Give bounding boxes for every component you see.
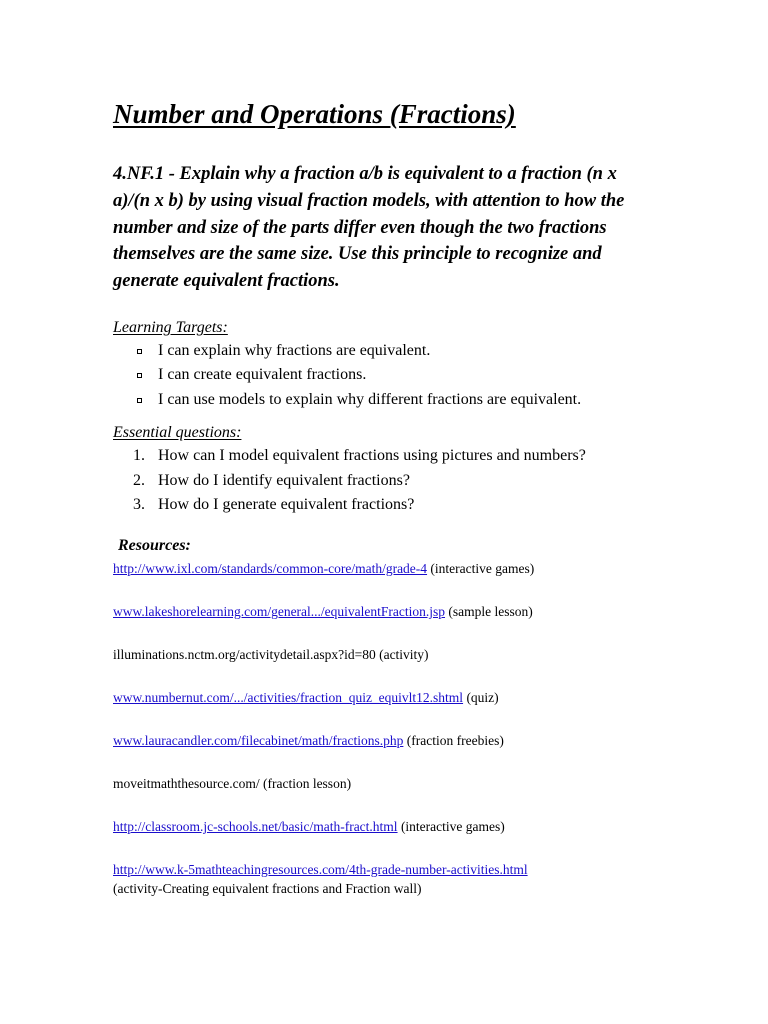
resource-link[interactable]: www.lauracandler.com/filecabinet/math/fractions.php <box>113 732 404 748</box>
resource-item: http://classroom.jc-schools.net/basic/math-fract.html (interactive games) <box>113 818 505 834</box>
resource-item: www.lakeshorelearning.com/general.../equivalentFraction.jsp (sample lesson) <box>113 603 533 619</box>
list-item: I can create equivalent fractions. <box>113 363 673 388</box>
resource-text: illuminations.nctm.org/activitydetail.aspx?id=80 <box>113 646 376 662</box>
list-item: 2. How do I identify equivalent fractions? <box>133 471 410 489</box>
essential-questions-heading: Essential questions: <box>113 424 242 442</box>
list-item: I can explain why fractions are equivalent. <box>113 339 673 364</box>
learning-targets-list <box>113 339 673 413</box>
bullet-square-icon <box>137 398 142 403</box>
resource-item: moveitmaththesource.com/ (fraction lesson) <box>113 775 352 791</box>
resource-link[interactable]: http://classroom.jc-schools.net/basic/math-fract.html <box>113 818 398 834</box>
resource-link[interactable]: http://www.k-5mathteachingresources.com/4th-grade-number-activities.html <box>113 861 528 877</box>
resource-item: www.numbernut.com/.../activities/fraction_quiz_equivlt12.shtml (quiz) <box>113 689 499 705</box>
document-page <box>113 96 673 898</box>
list-item: I can use models to explain why different fractions are equivalent. <box>113 388 673 413</box>
list-item: 3. How do I generate equivalent fractions? <box>133 496 415 514</box>
resource-item <box>113 860 673 879</box>
resource-link[interactable]: www.lakeshorelearning.com/general.../equivalentFraction.jsp <box>113 603 446 619</box>
page-title: Number and Operations (Fractions) <box>113 99 516 129</box>
bullet-square-icon <box>137 349 142 354</box>
list-item: 1. How can I model equivalent fractions using pictures and numbers? <box>133 447 586 465</box>
essential-questions-list <box>113 444 673 518</box>
resources-heading: Resources: <box>118 536 191 554</box>
learning-targets-heading: Learning Targets: <box>113 318 228 336</box>
resource-note: (activity-Creating equivalent fractions and Fraction wall) <box>113 880 422 896</box>
bullet-square-icon <box>137 373 142 378</box>
resource-item: illuminations.nctm.org/activitydetail.aspx?id=80 (activity) <box>113 646 429 662</box>
resource-text: moveitmaththesource.com/ <box>113 775 260 791</box>
standard-description: 4.NF.1 - Explain why a fraction a/b is equivalent to a fraction (n x a)/(n x b) by using visual fraction models, with attention to how the number and size of the parts differ even though the two fractions themselves are the same size. Use this principle to recognize and generate equivalent fractions. <box>113 164 625 292</box>
resource-link[interactable]: www.numbernut.com/.../activities/fraction_quiz_equivlt12.shtml <box>113 689 464 705</box>
resource-item: www.lauracandler.com/filecabinet/math/fractions.php (fraction freebies) <box>113 732 504 748</box>
resource-item: http://www.ixl.com/standards/common-core/math/grade-4 (interactive games) <box>113 560 535 576</box>
resource-link[interactable]: http://www.ixl.com/standards/common-core/math/grade-4 <box>113 560 428 576</box>
